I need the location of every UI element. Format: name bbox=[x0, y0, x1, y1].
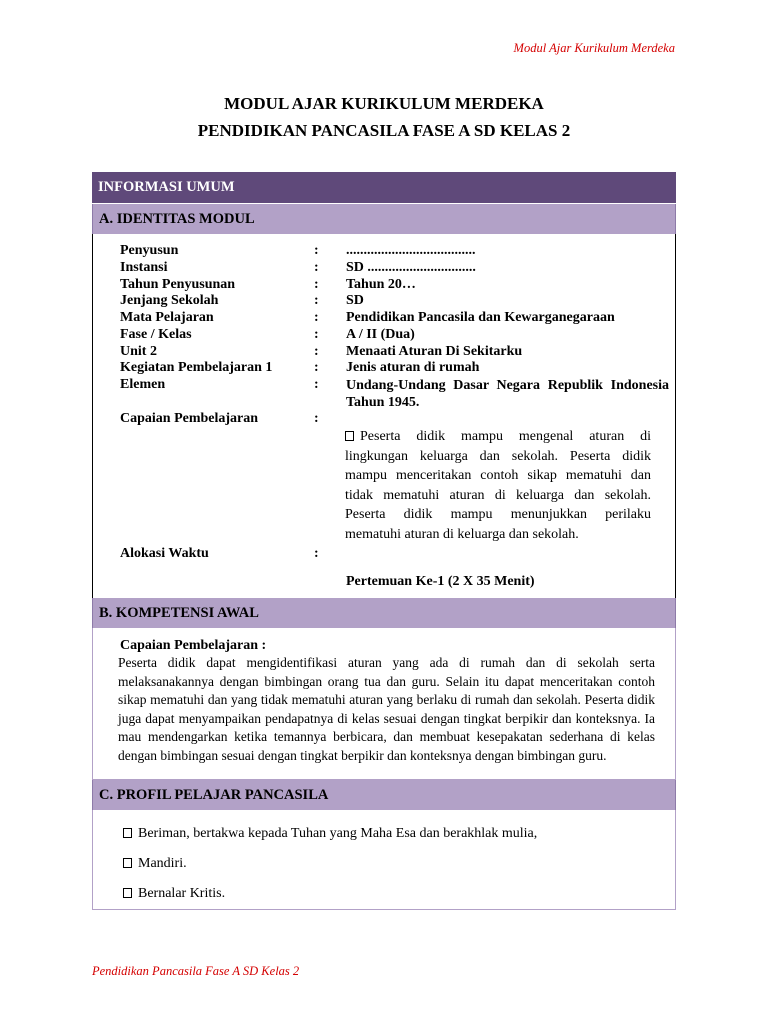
informasi-umum-header bbox=[92, 172, 676, 203]
capaian-pembelajaran-body: Peserta didik mampu mengenal aturan di lingkungan keluarga dan sekolah. Peserta didik mampu menceritakan contoh sikap mematuhi dan tidak mematuhi aturan di keluarga dan sekolah. Peserta didik mampu menunjukkan perilaku mematuhi aturan di keluarga dan sekolah. bbox=[345, 429, 651, 542]
header-note: Modul Ajar Kurikulum Merdeka bbox=[513, 41, 675, 55]
label-instansi: Instansi bbox=[120, 260, 168, 275]
value-fase-kelas: A / II (Dua) bbox=[346, 327, 415, 342]
label-elemen: Elemen bbox=[120, 377, 166, 392]
colon: : bbox=[314, 310, 319, 325]
profil-item-text: Bernalar Kritis. bbox=[138, 886, 226, 901]
label-tahun-penyusunan: Tahun Penyusunan bbox=[120, 277, 236, 292]
section-b-header bbox=[92, 598, 676, 628]
profil-item bbox=[123, 886, 225, 902]
colon: : bbox=[314, 344, 319, 359]
value-jenjang-sekolah: SD bbox=[346, 293, 364, 308]
checkbox-bullet-icon bbox=[345, 431, 354, 441]
value-elemen: Undang-Undang Dasar Negara Republik Indonesia Tahun 1945. bbox=[346, 378, 669, 410]
colon: : bbox=[314, 327, 319, 342]
colon: : bbox=[314, 277, 319, 292]
section-b-title: B. KOMPETENSI AWAL bbox=[99, 604, 259, 621]
capaian-pembelajaran-text bbox=[345, 427, 651, 544]
value-kegiatan-pembelajaran: Jenis aturan di rumah bbox=[346, 360, 480, 375]
kompetensi-awal-body: Peserta didik dapat mengidentifikasi aturan yang ada di rumah dan di sekolah serta melaksanakannya dengan bimbingan orang tua dan guru. Selain itu dapat menceritakan contoh sikap mematuhi dan yang tidak mematuhi aturan yang berlaku di rumah dan sekolah. Peserta didik juga dapat menyampaikan pendapatnya di kelas sesuai dengan tingkat berpikir dan konteksnya. Ia mau mendengarkan ketika temannya berbicara, dan membuat kesepakatan sederhana di kelas dengan bimbingan sesuai dengan tingkat berpikir dan konteksnya dengan bimbingan guru. bbox=[118, 655, 655, 763]
checkbox-bullet-icon bbox=[123, 858, 132, 868]
section-c-header bbox=[92, 780, 676, 810]
section-a-header bbox=[92, 204, 676, 234]
checkbox-bullet-icon bbox=[123, 828, 132, 838]
profil-item-text: Beriman, bertakwa kepada Tuhan yang Maha Esa dan berakhlak mulia, bbox=[138, 826, 538, 841]
label-alokasi-waktu: Alokasi Waktu bbox=[120, 546, 209, 561]
colon: : bbox=[314, 411, 319, 426]
value-mata-pelajaran: Pendidikan Pancasila dan Kewarganegaraan bbox=[346, 310, 615, 325]
section-c-title: C. PROFIL PELAJAR PANCASILA bbox=[99, 786, 329, 803]
informasi-umum-label: INFORMASI UMUM bbox=[98, 179, 235, 195]
label-unit: Unit 2 bbox=[120, 344, 157, 359]
label-penyusun: Penyusun bbox=[120, 243, 179, 258]
section-a-title: A. IDENTITAS MODUL bbox=[99, 210, 255, 227]
document-title-line-2: PENDIDIKAN PANCASILA FASE A SD KELAS 2 bbox=[197, 121, 571, 140]
value-unit: Menaati Aturan Di Sekitarku bbox=[346, 344, 523, 359]
label-jenjang-sekolah: Jenjang Sekolah bbox=[120, 293, 219, 308]
document-title-line-1: MODUL AJAR KURIKULUM MERDEKA bbox=[224, 94, 544, 113]
label-kegiatan-pembelajaran: Kegiatan Pembelajaran 1 bbox=[120, 360, 273, 375]
profil-item-text: Mandiri. bbox=[138, 856, 187, 871]
kompetensi-awal-heading: Capaian Pembelajaran : bbox=[120, 638, 267, 653]
value-penyusun: ..................................... bbox=[346, 243, 476, 258]
colon: : bbox=[314, 360, 319, 375]
profil-item bbox=[123, 826, 537, 842]
label-mata-pelajaran: Mata Pelajaran bbox=[120, 310, 214, 325]
colon: : bbox=[314, 546, 319, 561]
colon: : bbox=[314, 243, 319, 258]
value-alokasi-waktu: Pertemuan Ke-1 (2 X 35 Menit) bbox=[346, 574, 535, 589]
footer-note: Pendidikan Pancasila Fase A SD Kelas 2 bbox=[92, 964, 300, 978]
checkbox-bullet-icon bbox=[123, 888, 132, 898]
profil-item bbox=[123, 856, 187, 872]
colon: : bbox=[314, 377, 319, 392]
value-instansi: SD ............................... bbox=[346, 260, 476, 275]
label-fase-kelas: Fase / Kelas bbox=[120, 327, 192, 342]
value-tahun-penyusunan: Tahun 20… bbox=[346, 277, 416, 292]
colon: : bbox=[314, 293, 319, 308]
colon: : bbox=[314, 260, 319, 275]
label-capaian-pembelajaran: Capaian Pembelajaran bbox=[120, 411, 259, 426]
